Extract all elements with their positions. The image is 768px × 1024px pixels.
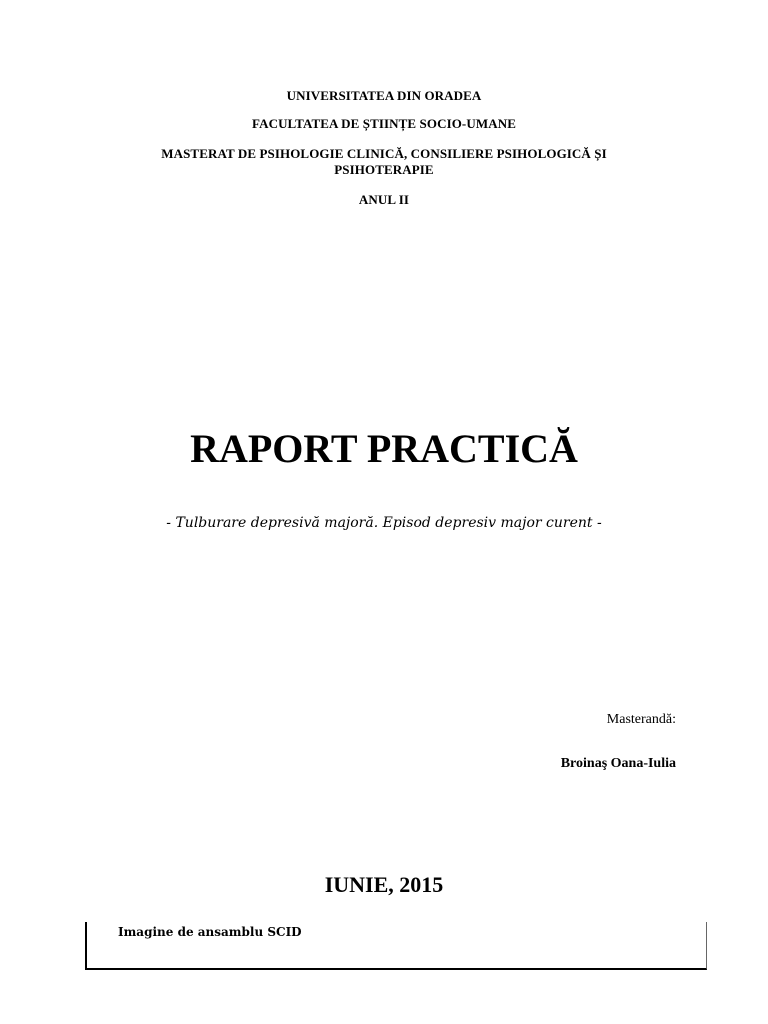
faculty-name: FACULTATEA DE ȘTIINȚE SOCIO-UMANE — [252, 116, 516, 131]
section-box — [85, 922, 707, 970]
author-name: Broinaş Oana-Iulia — [560, 756, 676, 771]
report-title: RAPORT PRACTICĂ — [190, 426, 578, 471]
program-name-line1: MASTERAT DE PSIHOLOGIE CLINICĂ, CONSILIERE PSIHOLOGICĂ ȘI — [161, 146, 607, 161]
author-label: Masterandă: — [606, 712, 676, 727]
report-date: IUNIE, 2015 — [324, 872, 444, 897]
section-heading: Imagine de ansamblu SCID — [118, 925, 302, 939]
university-name: UNIVERSITATEA DIN ORADEA — [286, 88, 482, 103]
program-name-line2: PSIHOTERAPIE — [334, 162, 434, 177]
report-subtitle: - Tulburare depresivă majoră. Episod depresiv major curent - — [166, 515, 602, 531]
study-year: ANUL II — [358, 192, 410, 207]
